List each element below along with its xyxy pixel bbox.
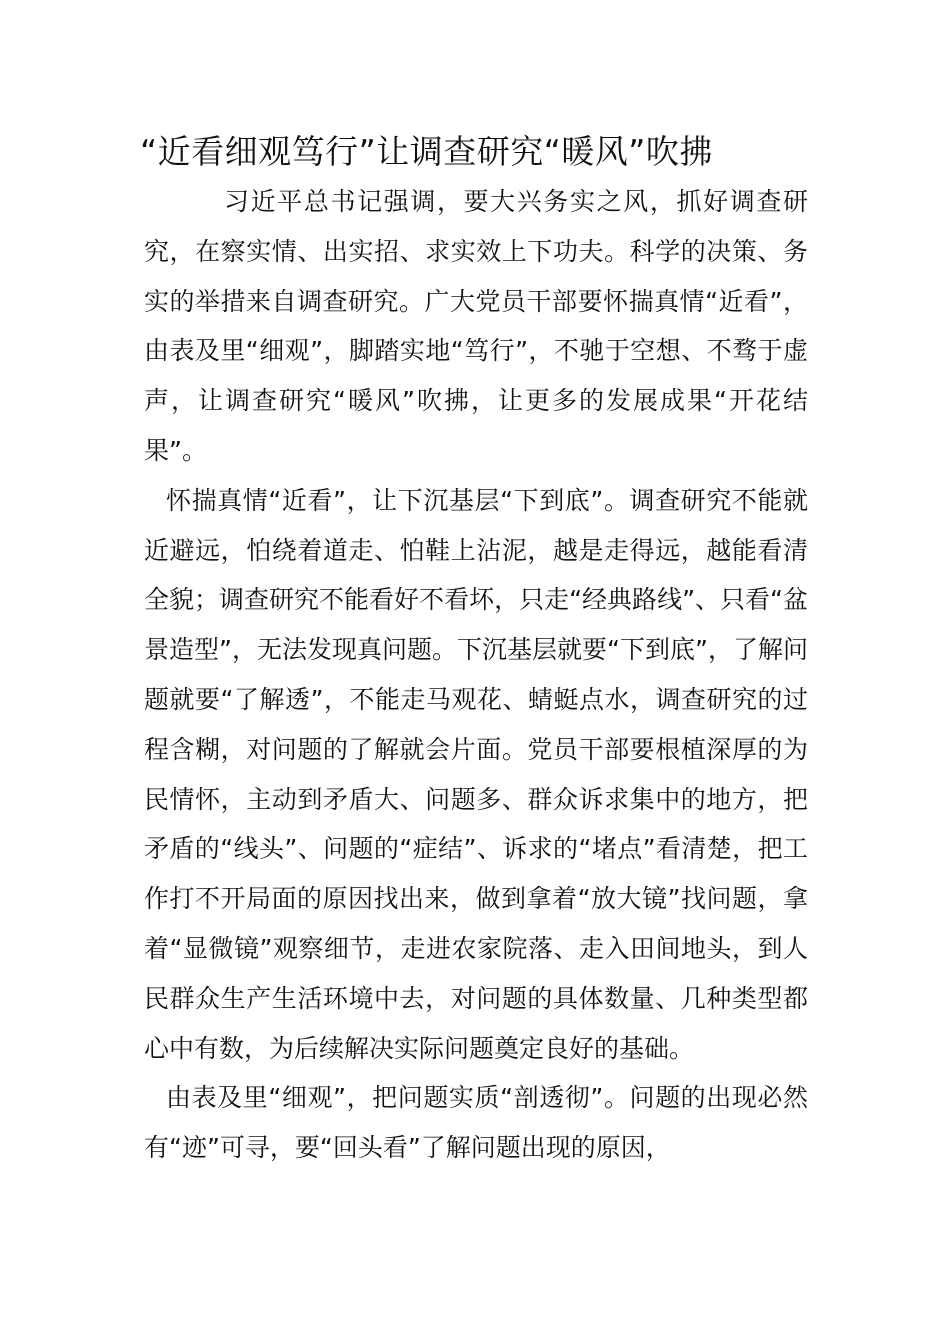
paragraph-detailed-observation: 由表及里“细观”，把问题实质“剖透彻”。问题的出现必然有“迹”可寻，要“回头看”了解问题出现的原因， xyxy=(144,1083,808,1163)
paragraph-close-look: 怀揣真情“近看”，让下沉基层“下到底”。调查研究不能就近避远，怕绕着道走、怕鞋上沾泥，越是走得远，越能看清全貌；调查研究不能看好不看坏，只走“经典路线”、只看“盆景造型”，无法发现真问题。下沉基层就要“下到底”，了解问题就要“了解透”，不能走马观花、蜻蜓点水，调查研究的过程含糊，对问题的了解就会片面。党员干部要根植深厚的为民情怀，主动到矛盾大、问题多、群众诉求集中的地方，把矛盾的“线头”、问题的“症结”、诉求的“堵点”看清楚，把工作打不开局面的原因找出来，做到拿着“放大镜”找问题，拿着“显微镜”观察细节，走进农家院落、走入田间地头，到人民群众生产生活环境中去，对问题的具体数量、几种类型都心中有数，为后续解决实际问题奠定良好的基础。 xyxy=(144,485,808,1063)
document-body xyxy=(144,177,808,1173)
document-title: “近看细观笃行”让调查研究“暖风”吹拂 xyxy=(140,132,713,171)
paragraph-intro: 习近平总书记强调，要大兴务实之风，抓好调查研究，在察实情、出实招、求实效上下功夫。科学的决策、务实的举措来自调查研究。广大党员干部要怀揣真情“近看”，由表及里“细观”，脚踏实地“笃行”，不驰于空想、不骛于虚声，让调查研究“暖风”吹拂，让更多的发展成果“开花结果”。 xyxy=(144,187,808,465)
